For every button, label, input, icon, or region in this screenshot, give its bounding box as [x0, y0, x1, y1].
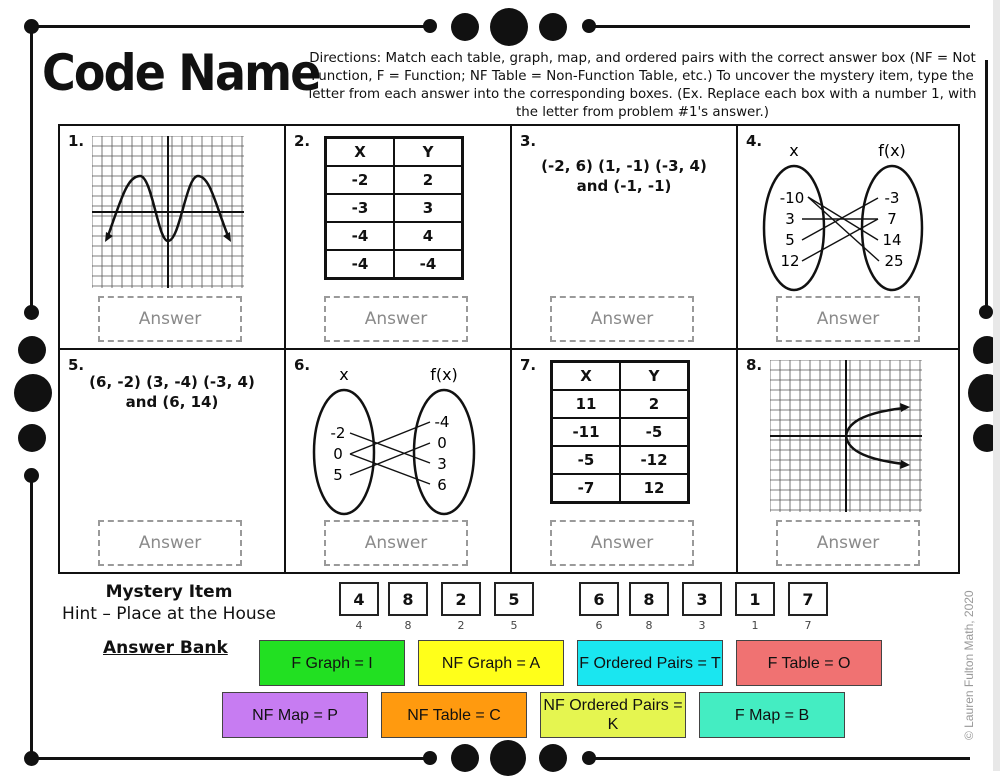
frame-dot	[24, 751, 39, 766]
ordered-pairs-line: and (6, 14)	[125, 393, 219, 411]
table-cell: 3	[394, 194, 463, 222]
x-label: x	[789, 141, 799, 160]
page-title: Code Name	[42, 44, 320, 102]
frame-dot	[539, 744, 567, 772]
table-cell: 2	[394, 166, 463, 194]
range-value: -3	[884, 189, 900, 207]
problem-number: 7.	[520, 356, 537, 374]
frame-dot	[18, 336, 46, 364]
table-cell: -12	[620, 446, 689, 474]
answer-chip-nf-map[interactable]: NF Map = P	[222, 692, 368, 738]
code-box[interactable]: 3	[682, 582, 722, 616]
problem-8-graph	[770, 360, 922, 512]
frame-dot	[24, 19, 39, 34]
answer-chip-nf-table[interactable]: NF Table = C	[381, 692, 527, 738]
answer-chip-f-ordered-pairs[interactable]: F Ordered Pairs = T	[577, 640, 723, 686]
code-box[interactable]: 7	[788, 582, 828, 616]
answer-box[interactable]: Answer	[550, 520, 694, 566]
frame-dot	[582, 19, 596, 33]
frame-bottom-line-right	[590, 757, 970, 760]
frame-dot	[18, 424, 46, 452]
table-cell: -5	[552, 446, 621, 474]
answer-box[interactable]: Answer	[550, 296, 694, 342]
domain-value: 5	[333, 466, 343, 484]
table-cell: -11	[552, 418, 621, 446]
frame-dot	[539, 13, 567, 41]
fx-label: f(x)	[878, 141, 906, 160]
table-cell: -4	[394, 250, 463, 279]
frame-dot	[14, 374, 52, 412]
domain-value: 0	[333, 445, 343, 463]
answer-box[interactable]: Answer	[98, 296, 242, 342]
code-box[interactable]: 6	[579, 582, 619, 616]
problem-2-table	[324, 136, 464, 280]
frame-bottom-line-left	[30, 757, 430, 760]
range-value: 7	[887, 210, 897, 228]
problem-number: 5.	[68, 356, 85, 374]
problem-number: 6.	[294, 356, 311, 374]
code-box[interactable]: 4	[339, 582, 379, 616]
table-cell: -4	[326, 222, 395, 250]
frame-left-line-top	[30, 25, 33, 313]
problem-7-cell	[512, 350, 738, 572]
table-cell: 4	[394, 222, 463, 250]
answer-chip-f-graph[interactable]: F Graph = I	[259, 640, 405, 686]
problem-number: 8.	[746, 356, 763, 374]
problem-1-graph	[92, 136, 244, 288]
range-value: 0	[437, 434, 447, 452]
code-box-subscript: 2	[457, 619, 465, 632]
code-box-subscript: 8	[645, 619, 653, 632]
frame-dot	[423, 19, 437, 33]
mystery-hint: Hint – Place at the House	[62, 604, 276, 624]
problem-number: 2.	[294, 132, 311, 150]
table-cell: -7	[552, 474, 621, 503]
table-cell: -5	[620, 418, 689, 446]
table-cell: -3	[326, 194, 395, 222]
answer-chip-nf-ordered-pairs[interactable]: NF Ordered Pairs = K	[540, 692, 686, 738]
table-cell: 12	[620, 474, 689, 503]
window-edge	[993, 0, 1000, 771]
domain-value: 12	[780, 252, 800, 270]
code-box-subscript: 6	[595, 619, 603, 632]
table-header: Y	[620, 362, 689, 391]
frame-dot	[24, 305, 39, 320]
answer-chip-f-map[interactable]: F Map = B	[699, 692, 845, 738]
mystery-title: Mystery Item	[105, 582, 233, 602]
problem-4-mapping	[758, 132, 938, 292]
frame-dot	[979, 305, 993, 319]
code-box[interactable]: 5	[494, 582, 534, 616]
range-value: 14	[882, 231, 902, 249]
mystery-item-heading	[42, 581, 296, 625]
table-cell: 11	[552, 390, 621, 418]
code-box[interactable]: 2	[441, 582, 481, 616]
frame-dot	[582, 751, 596, 765]
table-header: X	[326, 138, 395, 167]
copyright-text: © Lauren Fulton Math, 2020	[962, 590, 976, 740]
table-header: X	[552, 362, 621, 391]
answer-chip-f-table[interactable]: F Table = O	[736, 640, 882, 686]
table-cell: -4	[326, 250, 395, 279]
frame-dot	[24, 468, 39, 483]
answer-box[interactable]: Answer	[776, 296, 920, 342]
frame-top-line-right	[590, 25, 970, 28]
table-cell: -2	[326, 166, 395, 194]
problem-4-cell	[738, 126, 960, 350]
range-value: 25	[884, 252, 904, 270]
frame-dot	[451, 744, 479, 772]
table-cell: 2	[620, 390, 689, 418]
code-box-subscript: 4	[355, 619, 363, 632]
domain-value: -2	[330, 424, 346, 442]
problem-7-table	[550, 360, 690, 504]
code-box[interactable]: 1	[735, 582, 775, 616]
directions-text: Directions: Match each table, graph, map, and ordered pairs with the correct answer box (NF = Not Function, F = Function; NF Table = Non-Function Table, etc.) To uncover the mystery item, type the letter from each answer into the corresponding boxes. (Ex. Replace each box with a number 1, with the letter from problem #1's answer.)	[308, 51, 977, 120]
problem-number: 1.	[68, 132, 85, 150]
domain-value: -10	[779, 189, 805, 207]
problem-1-cell	[60, 126, 286, 350]
code-box-subscript: 5	[510, 619, 518, 632]
domain-value: 5	[785, 231, 795, 249]
problem-number: 3.	[520, 132, 537, 150]
domain-value: 3	[785, 210, 795, 228]
frame-right-line-top	[985, 60, 988, 312]
table-header: Y	[394, 138, 463, 167]
code-box-subscript: 8	[404, 619, 412, 632]
problem-6-cell	[286, 350, 512, 572]
problem-2-cell	[286, 126, 512, 350]
x-label: x	[339, 365, 349, 384]
code-box-subscript: 3	[698, 619, 706, 632]
frame-left-line-bottom	[30, 476, 33, 760]
problem-3-cell	[512, 126, 738, 350]
frame-dot	[423, 751, 437, 765]
problem-grid	[58, 124, 960, 574]
problem-8-cell	[738, 350, 960, 572]
frame-top-line-left	[30, 25, 430, 28]
code-box[interactable]: 8	[388, 582, 428, 616]
code-box-subscript: 1	[751, 619, 759, 632]
frame-dot	[451, 13, 479, 41]
range-value: -4	[434, 413, 450, 431]
ordered-pairs-line: and (-1, -1)	[576, 177, 672, 195]
answer-box[interactable]: Answer	[324, 520, 468, 566]
code-box-subscript: 7	[804, 619, 812, 632]
range-value: 3	[437, 455, 447, 473]
problem-6-mapping	[308, 356, 488, 516]
answer-box[interactable]: Answer	[98, 520, 242, 566]
frame-dot	[490, 8, 528, 46]
fx-label: f(x)	[430, 365, 458, 384]
answer-box[interactable]: Answer	[776, 520, 920, 566]
answer-box[interactable]: Answer	[324, 296, 468, 342]
answer-bank-label: Answer Bank	[103, 638, 228, 658]
code-box[interactable]: 8	[629, 582, 669, 616]
problem-5-cell	[60, 350, 286, 572]
answer-chip-nf-graph[interactable]: NF Graph = A	[418, 640, 564, 686]
range-value: 6	[437, 476, 447, 494]
ordered-pairs-line: (6, -2) (3, -4) (-3, 4)	[89, 373, 255, 391]
ordered-pairs-line: (-2, 6) (1, -1) (-3, 4)	[541, 157, 707, 175]
problem-number: 4.	[746, 132, 763, 150]
